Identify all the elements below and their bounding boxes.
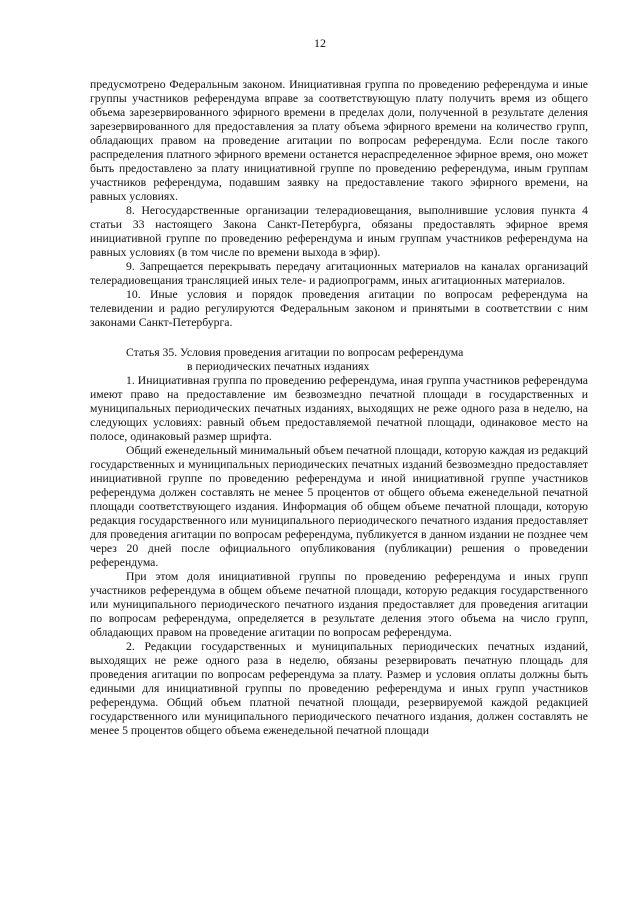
paragraph-weekly-volume: Общий еженедельный минимальный объем печатной площади, которую каждая из редакций государственных и муниципальных периодических печатных изданий безвозмездно предоставляет инициативной группе по проведению референдума и иной инициативной группе участников референдума должен составлять не менее 5 процентов от общего объема еженедельной печатной площади соответствующего издания. Информация об общем объеме печатной площади, которую редакция государственного или муниципального периодического печатного издания предоставляет для проведения агитации по вопросам референдума, публикуется в данном издании не позднее чем через 20 дней после официального опубликования (публикации) решения о проведении референдума.	[90, 444, 588, 569]
paragraph-item-9: 9. Запрещается перекрывать передачу агитационных материалов на каналах организаций телерадиовещания трансляцией иных теле- и радиопрограмм, иных агитационных материалов.	[90, 260, 588, 287]
page-number: 12	[314, 36, 326, 50]
article-heading	[90, 346, 588, 374]
paragraph-continuation: предусмотрено Федеральным законом. Инициативная группа по проведению референдума и иные группы участников референдума вправе за соответствующую плату получить время из общего объема зарезервированного эфирного времени в пределах доли, полученной в результате деления зарезервированного для предоставления за плату объема эфирного времени на количество групп, обладающих правом на проведение агитации по вопросам референдума. Если после такого распределения платного эфирного времени останется нераспределенное эфирное время, оно может быть предоставлено за плату инициативной группе по проведению референдума, иным группам участников референдума, подавшим заявку на предоставление такого эфирного времени, на равных условиях.	[90, 78, 588, 203]
paragraph-item-10: 10. Иные условия и порядок проведения агитации по вопросам референдума на телевидении и радио регулируются Федеральным законом и принятыми в соответствии с ним законами Санкт-Петербурга.	[90, 288, 588, 329]
paragraph-item-1: 1. Инициативная группа по проведению референдума, иная группа участников референдума имеют право на предоставление им безвозмездно печатной площади в государственных и муниципальных периодических печатных изданиях, выходящих не реже одного раза в неделю, на следующих условиях: равный объем предоставляемой печатной площади, одинаковое место на полосе, одинаковый размер шрифта.	[90, 374, 588, 443]
article-title-line1: Статья 35. Условия проведения агитации по вопросам референдума	[126, 346, 464, 359]
document-body	[90, 78, 588, 738]
article-title-line2: в периодических печатных изданиях	[187, 360, 370, 373]
paragraph-share: При этом доля инициативной группы по проведению референдума и иных групп участников референдума в общем объеме печатной площади, которую редакция государственного или муниципального периодического печатного издания предоставляет для проведения агитации по вопросам референдума, определяется в результате деления этого объема на число групп, обладающих правом на проведение агитации по вопросам референдума.	[90, 570, 588, 639]
paragraph-item-2: 2. Редакции государственных и муниципальных периодических печатных изданий, выходящих не реже одного раза в неделю, обязаны резервировать печатную площадь для проведения агитации по вопросам референдума за плату. Размер и условия оплаты должны быть едиными для инициативной группы по проведению референдума и иных групп участников референдума. Общий объем платной печатной площади, резервируемой каждой редакцией государственного или муниципального периодического печатного издания, должен составлять не менее 5 процентов общего объема еженедельной печатной площади	[90, 640, 588, 737]
paragraph-item-8: 8. Негосударственные организации телерадиовещания, выполнившие условия пункта 4 статьи 33 настоящего Закона Санкт-Петербурга, обязаны предоставлять эфирное время инициативной группе по проведению референдума и иным группам участников референдума на равных условиях (в том числе по времени выхода в эфир).	[90, 204, 588, 259]
